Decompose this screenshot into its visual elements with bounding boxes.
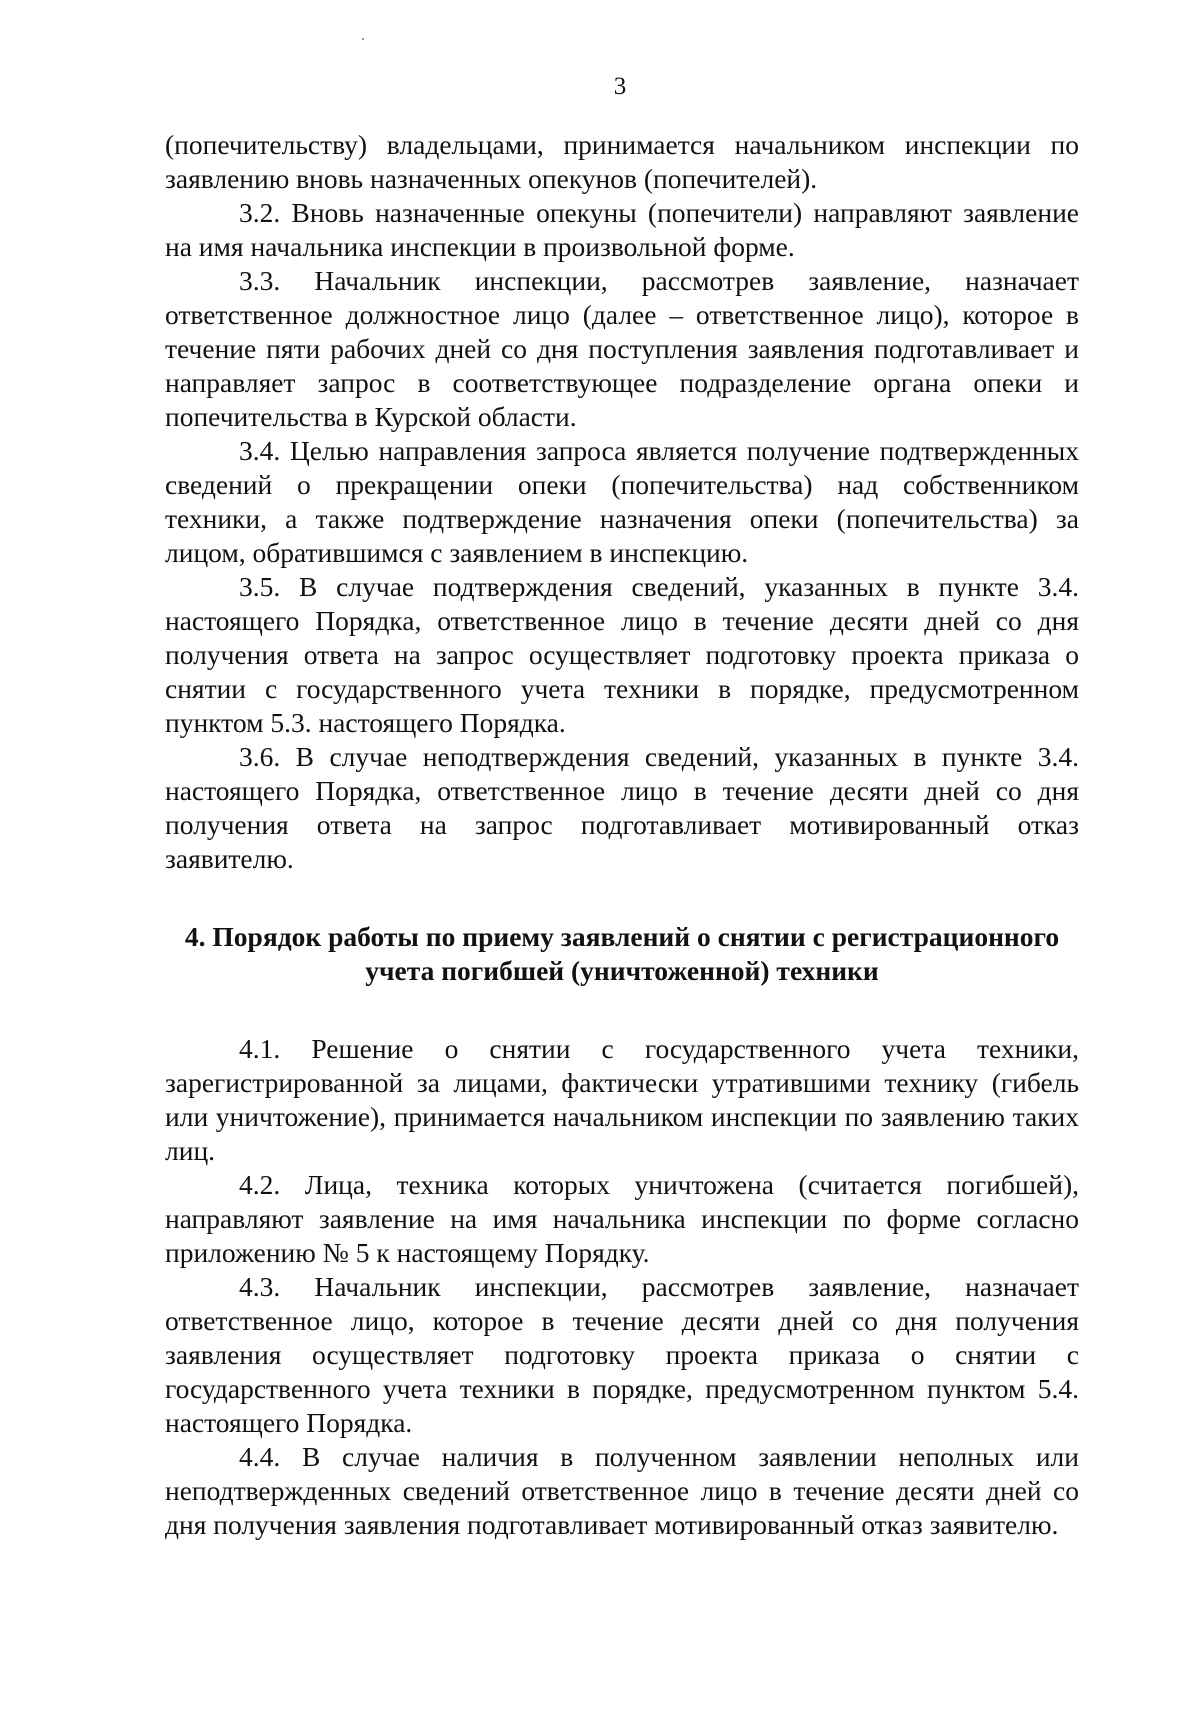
paragraph-3-5: 3.5. В случае подтверждения сведений, указанных в пункте 3.4. настоящего Порядка, ответственное лицо в течение десяти дней со дня получения ответа на запрос осуществляет подготовку проекта приказа о снятии с государственного учета техники в порядке, предусмотренном пунктом 5.3. настоящего Порядка. [165, 571, 1079, 738]
paragraph-continuation: (попечительству) владельцами, принимается начальником инспекции по заявлению вновь назначенных опекунов (попечителей). [165, 129, 1079, 194]
paragraph-4-4: 4.4. В случае наличия в полученном заявлении неполных или неподтвержденных сведений ответственное лицо в течение десяти дней со дня получения заявления подготавливает мотивированный отказ заявителю. [165, 1441, 1079, 1540]
scan-speck [362, 38, 364, 40]
paragraph-4-1: 4.1. Решение о снятии с государственного учета техники, зарегистрированной за лицами, фактически утратившими технику (гибель или уничтожение), принимается начальником инспекции по заявлению таких лиц. [165, 1033, 1079, 1166]
paragraph-4-2: 4.2. Лица, техника которых уничтожена (считается погибшей), направляют заявление на имя начальника инспекции по форме согласно приложению № 5 к настоящему Порядку. [165, 1169, 1079, 1268]
paragraph-4-3: 4.3. Начальник инспекции, рассмотрев заявление, назначает ответственное лицо, которое в течение десяти дней со дня получения заявления осуществляет подготовку проекта приказа о снятии с государственного учета техники в порядке, предусмотренном пунктом 5.4. настоящего Порядка. [165, 1271, 1079, 1438]
paragraph-3-4: 3.4. Целью направления запроса является получение подтвержденных сведений о прекращении опеки (попечительства) над собственником техники, а также подтверждение назначения опеки (попечительства) за лицом, обратившимся с заявлением в инспекцию. [165, 435, 1079, 568]
section-heading-line-1: 4. Порядок работы по приему заявлений о снятии с регистрационного [184, 921, 1060, 952]
section-heading [165, 920, 1079, 988]
page-number: 3 [613, 73, 627, 100]
document-body [165, 128, 1079, 1542]
paragraph-3-2: 3.2. Вновь назначенные опекуны (попечители) направляют заявление на имя начальника инспекции в произвольной форме. [165, 197, 1079, 262]
paragraph-3-3: 3.3. Начальник инспекции, рассмотрев заявление, назначает ответственное должностное лицо (далее – ответственное лицо), которое в течение пяти рабочих дней со дня поступления заявления подготавливает и направляет запрос в соответствующее подразделение органа опеки и попечительства в Курской области. [165, 265, 1079, 432]
section-heading-line-2: учета погибшей (уничтоженной) техники [365, 955, 879, 986]
paragraph-3-6: 3.6. В случае неподтверждения сведений, указанных в пункте 3.4. настоящего Порядка, ответственное лицо в течение десяти дней со дня получения ответа на запрос подготавливает мотивированный отказ заявителю. [165, 741, 1079, 874]
